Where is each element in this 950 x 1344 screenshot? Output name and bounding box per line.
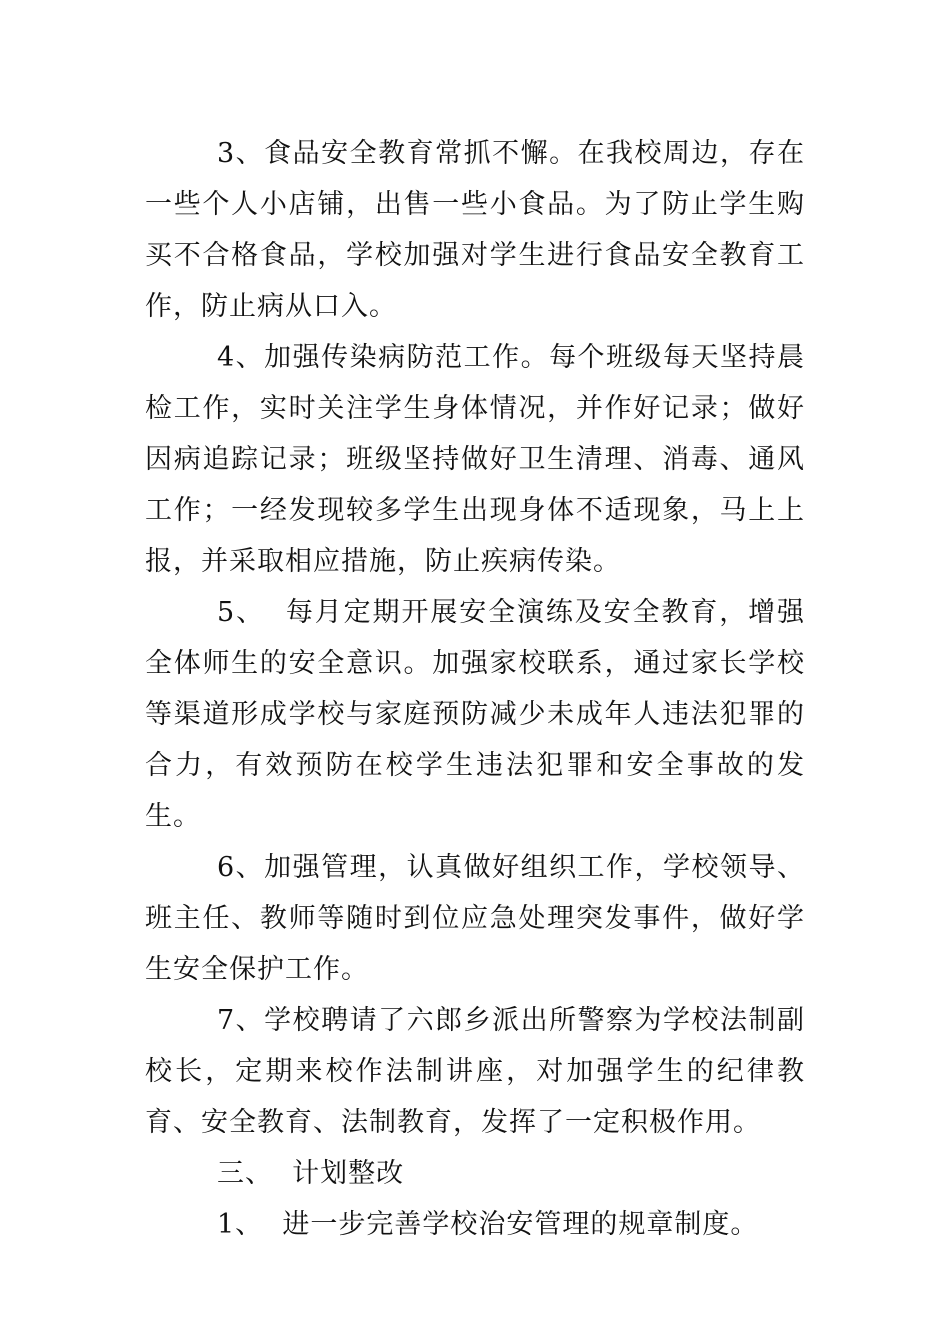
- paragraph-food-safety: 3、食品安全教育常抓不懈。在我校周边，存在一些个人小店铺，出售一些小食品。为了防止学生购买不合格食品，学校加强对学生进行食品安全教育工作，防止病从口入。: [145, 138, 805, 322]
- paragraph-management: 6、加强管理，认真做好组织工作，学校领导、班主任、教师等随时到位应急处理突发事件，做好学生安全保护工作。: [145, 852, 805, 985]
- paragraph-safety-drills: 5、 每月定期开展安全演练及安全教育，增强全体师生的安全意识。加强家校联系，通过家长学校等渠道形成学校与家庭预防减少未成年人违法犯罪的合力，有效预防在校学生违法犯罪和安全事故的发生。: [145, 597, 805, 832]
- section-heading-rectification: 三、 计划整改: [217, 1158, 405, 1189]
- paragraph-improve-rules: 1、 进一步完善学校治安管理的规章制度。: [217, 1209, 759, 1240]
- document-body: [145, 128, 805, 1250]
- paragraph-legal-vice-principal: 7、学校聘请了六郎乡派出所警察为学校法制副校长，定期来校作法制讲座，对加强学生的纪律教育、安全教育、法制教育，发挥了一定积极作用。: [145, 1005, 805, 1138]
- paragraph-disease-prevention: 4、加强传染病防范工作。每个班级每天坚持晨检工作，实时关注学生身体情况，并作好记录；做好因病追踪记录；班级坚持做好卫生清理、消毒、通风工作；一经发现较多学生出现身体不适现象，马上上报，并采取相应措施，防止疾病传染。: [145, 342, 805, 577]
